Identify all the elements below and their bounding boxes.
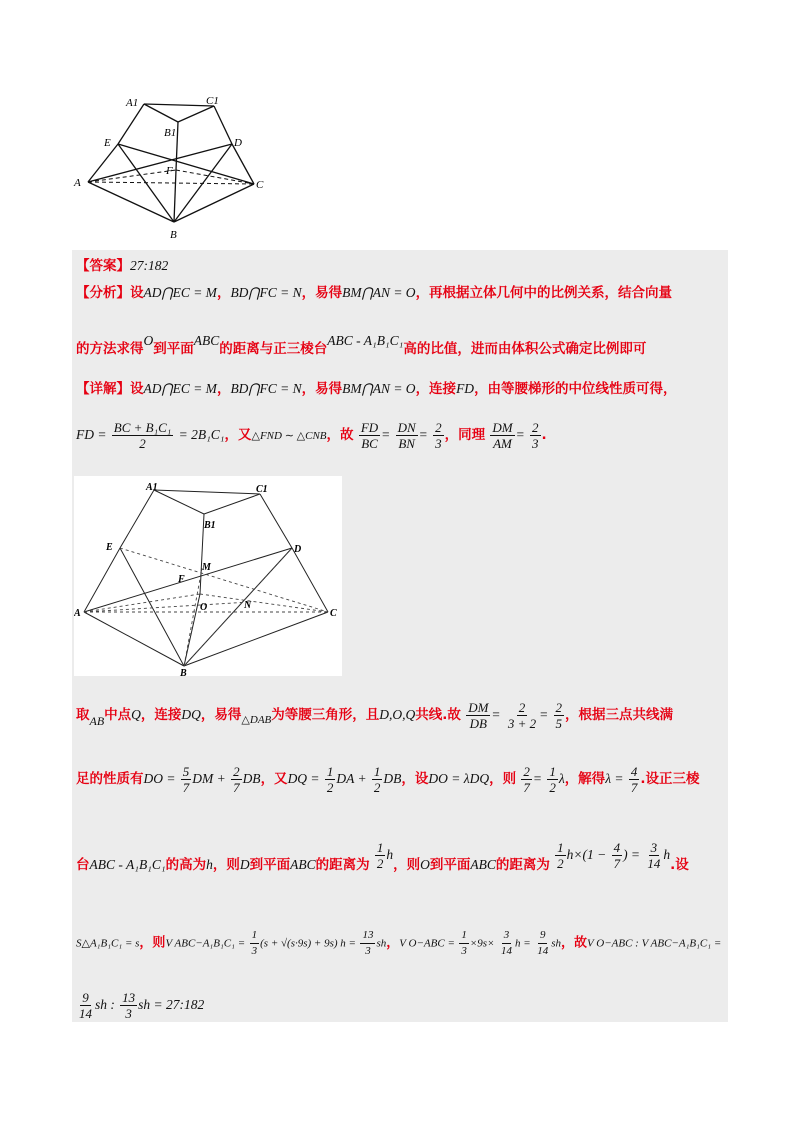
label-D: D: [234, 137, 242, 149]
label2-E: E: [106, 542, 113, 553]
answer-value: 27:182: [130, 258, 169, 273]
label-A1: A1: [126, 97, 139, 109]
label2-B: B: [180, 668, 187, 676]
label2-C1: C1: [256, 484, 268, 495]
label2-F: F: [178, 574, 185, 585]
label2-O: O: [200, 602, 208, 613]
analysis-line-1: 【分析】设AD⋂EC = M，BD⋂FC = N，易得BM⋂AN = O，再根据立体几何中的比例关系，结合向量: [76, 285, 673, 301]
label-C: C: [256, 179, 264, 191]
analysis-line-2: 的方法求得O到平面ABC的距离与正三棱台ABC - A₁B₁C₁高的比值，进而由体积公式确定比例即可: [76, 333, 647, 357]
label-B1: B1: [164, 127, 177, 139]
detail-line-2: FD = $\frac{\text{BC + B₁C₁}}{2}$ = 2B₁C₁，又△FND ∼ △CNB，故 $\frac{FD}{BC}$ = $\frac{DN}{BN}$ = $\frac{2}{3}$ ，同理 $\frac{DM}{AM}$ = $\frac{2}{3}$ .: [76, 420, 547, 451]
figure-frustum-detailed: [74, 476, 342, 676]
label2-N: N: [244, 600, 252, 611]
label2-C: C: [330, 608, 337, 619]
detail-line-1: 【详解】设AD⋂EC = M，BD⋂FC = N，易得BM⋂AN = O，连接FD，由等腰梯形的中位线性质可得，: [76, 381, 677, 397]
answer-tag: 【答案】: [76, 258, 130, 274]
label2-B1: B1: [204, 520, 216, 531]
detail-line-3: 取AB中点Q，连接DQ，易得$_{\triangle DAB}$为等腰三角形，且D,O,Q共线.故 $\frac{DM}{DB}$ = $\frac{2}{3 + 2}$ = $\frac{2}{5}$ ，根据三点共线满: [76, 700, 674, 731]
label2-M: M: [202, 562, 211, 573]
detail-line-4: 足的性质有DO = $\frac{5}{7}$ DM + $\frac{2}{7}$ DB，又DQ = $\frac{1}{2}$ DA + $\frac{1}{2}$ DB，设DO = λDQ，则 $\frac{2}{7}$ = $\frac{1}{2}$ λ，解得λ = $\frac{4}{7}$ .设正三棱: [76, 764, 700, 795]
answer-line: [76, 257, 168, 275]
label-A: A: [74, 177, 81, 189]
detail-line-6: S△A₁B₁C₁ = s，则V ABC−A₁B₁C₁ = $\frac{1}{3}$ (s + √(s·9s) + 9s) h = $\frac{13}{3}$ sh，V O−ABC = $\frac{1}{3}$ ×9s× $\frac{3}{14}$ h = $\frac{9}{14}$ sh，故V O−ABC : V ABC−A₁B₁C₁ =: [76, 929, 722, 957]
label2-D: D: [294, 544, 302, 555]
label-C1: C1: [206, 95, 219, 107]
detail-line-7: $\frac{9}{14}$ sh : $\frac{13}{3}$ sh = 27:182: [79, 990, 205, 1021]
label-F: F: [166, 165, 173, 177]
label-B: B: [170, 229, 177, 241]
figure-frustum: [68, 92, 278, 242]
label2-A: A: [74, 608, 81, 619]
detail-line-5: 台ABC - A₁B₁C₁的高为h，则D到平面ABC的距离为 $\frac{1}{2}$ h，则O到平面ABC的距离为 $\frac{1}{2}$ h×(1 − $\frac{4}{7}$ ) = $\frac{3}{14}$ h.设: [76, 840, 689, 873]
label-E: E: [104, 137, 111, 149]
label2-A1: A1: [146, 482, 158, 493]
